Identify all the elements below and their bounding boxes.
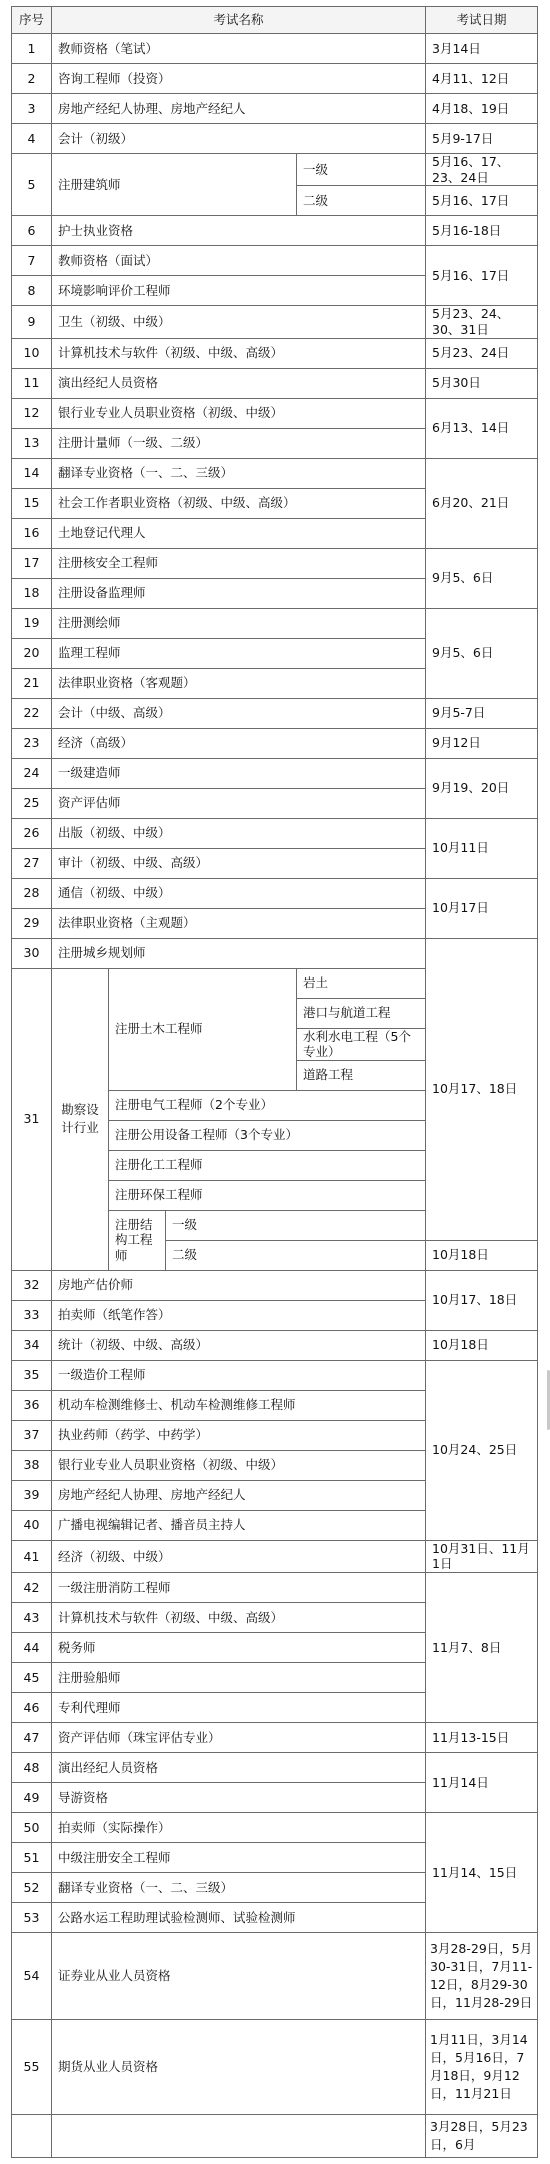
row-no: 42 [12,1573,52,1603]
table-row [12,1933,538,2020]
exam-specialty: 道路工程 [297,1060,426,1090]
exam-name: 公路水运工程助理试验检测师、试验检测师 [52,1903,426,1933]
exam-date: 11月13-15日 [426,1723,538,1753]
row-no: 54 [12,1933,52,2020]
exam-level: 二级 [166,1240,426,1270]
exam-name: 注册结构工程师 [109,1210,166,1270]
row-no: 37 [12,1420,52,1450]
row-no: 12 [12,398,52,428]
exam-name: 广播电视编辑记者、播音员主持人 [52,1510,426,1540]
row-no: 31 [12,968,52,1270]
table-row [12,368,538,398]
table-row [12,2115,538,2158]
row-no: 40 [12,1510,52,1540]
row-no: 32 [12,1270,52,1300]
row-no: 55 [12,2020,52,2115]
row-no: 17 [12,548,52,578]
row-no: 11 [12,368,52,398]
table-row [12,818,538,848]
exam-date: 5月23、24、30、31日 [426,306,538,338]
exam-name: 经济（高级） [52,728,426,758]
exam-date: 4月11、12日 [426,64,538,94]
table-row [12,938,538,968]
exam-name: 审计（初级、中级、高级） [52,848,426,878]
row-no: 18 [12,578,52,608]
row-no: 49 [12,1783,52,1813]
table-row [12,758,538,788]
table-row [12,398,538,428]
exam-name: 注册公用设备工程师（3个专业） [109,1120,426,1150]
exam-date: 10月17、18日 [426,1270,538,1330]
row-no: 48 [12,1753,52,1783]
row-no: 6 [12,216,52,246]
row-no: 9 [12,306,52,338]
exam-name: 注册验船师 [52,1663,426,1693]
exam-specialty: 岩土 [297,968,426,998]
exam-name: 会计（初级） [52,124,426,154]
exam-name: 监理工程师 [52,638,426,668]
exam-name: 注册环保工程师 [109,1180,426,1210]
exam-name: 环境影响评价工程师 [52,276,426,306]
exam-date: 10月31日、11月1日 [426,1540,538,1572]
exam-name: 银行业专业人员职业资格（初级、中级） [52,398,426,428]
row-no: 1 [12,34,52,64]
row-no [12,2115,52,2158]
row-no: 10 [12,338,52,368]
row-no: 13 [12,428,52,458]
exam-group: 勘察设计行业 [52,968,109,1270]
exam-name: 会计（中级、高级） [52,698,426,728]
exam-name: 翻译专业资格（一、二、三级） [52,1873,426,1903]
table-row [12,94,538,124]
row-no: 33 [12,1300,52,1330]
row-no: 27 [12,848,52,878]
exam-name: 机动车检测维修士、机动车检测维修工程师 [52,1390,426,1420]
exam-date: 6月20、21日 [426,458,538,548]
exam-level: 二级 [297,186,426,216]
exam-name: 导游资格 [52,1783,426,1813]
row-no: 45 [12,1663,52,1693]
row-no: 3 [12,94,52,124]
exam-name: 通信（初级、中级） [52,878,426,908]
exam-date: 3月28日，5月23日，6月 [426,2115,538,2158]
row-no: 25 [12,788,52,818]
exam-name: 卫生（初级、中级） [52,306,426,338]
table-row [12,1573,538,1603]
table-row [12,548,538,578]
exam-name: 一级造价工程师 [52,1360,426,1390]
exam-name: 资产评估师（珠宝评估专业） [52,1723,426,1753]
exam-name: 经济（初级、中级） [52,1540,426,1572]
exam-name: 注册土木工程师 [109,968,297,1090]
exam-name: 资产评估师 [52,788,426,818]
table-row [12,608,538,638]
exam-name: 咨询工程师（投资） [52,64,426,94]
exam-schedule-table [11,6,538,2158]
exam-name: 房地产估价师 [52,1270,426,1300]
exam-date: 10月18日 [426,1240,538,1270]
table-row [12,698,538,728]
row-no: 22 [12,698,52,728]
exam-name: 一级建造师 [52,758,426,788]
table-row [12,34,538,64]
exam-name: 拍卖师（实际操作） [52,1813,426,1843]
exam-name: 中级注册安全工程师 [52,1843,426,1873]
table-row [12,1270,538,1300]
row-no: 52 [12,1873,52,1903]
row-no: 23 [12,728,52,758]
col-header-name: 考试名称 [52,7,426,34]
exam-date: 5月9-17日 [426,124,538,154]
row-no: 46 [12,1693,52,1723]
exam-date: 3月14日 [426,34,538,64]
exam-date: 10月17日 [426,878,538,938]
exam-name: 执业药师（药学、中药学） [52,1420,426,1450]
row-no: 43 [12,1603,52,1633]
exam-date: 5月16-18日 [426,216,538,246]
exam-name: 法律职业资格（主观题） [52,908,426,938]
exam-date: 10月18日 [426,1330,538,1360]
row-no: 2 [12,64,52,94]
exam-level: 一级 [297,154,426,186]
row-no: 35 [12,1360,52,1390]
exam-name: 房地产经纪人协理、房地产经纪人 [52,94,426,124]
exam-date: 10月17、18日 [426,938,538,1240]
exam-date: 5月30日 [426,368,538,398]
exam-date: 10月11日 [426,818,538,878]
exam-name: 教师资格（笔试） [52,34,426,64]
exam-name: 一级注册消防工程师 [52,1573,426,1603]
row-no: 26 [12,818,52,848]
row-no: 19 [12,608,52,638]
exam-specialty: 水利水电工程（5个专业） [297,1028,426,1060]
row-no: 15 [12,488,52,518]
row-no: 47 [12,1723,52,1753]
exam-name: 演出经纪人员资格 [52,368,426,398]
exam-date: 9月12日 [426,728,538,758]
table-row [12,1360,538,1390]
exam-name: 期货从业人员资格 [52,2020,426,2115]
row-no: 16 [12,518,52,548]
exam-name: 护士执业资格 [52,216,426,246]
row-no: 20 [12,638,52,668]
exam-name: 注册设备监理师 [52,578,426,608]
exam-date: 6月13、14日 [426,398,538,458]
exam-name: 法律职业资格（客观题） [52,668,426,698]
table-row [12,64,538,94]
row-no: 53 [12,1903,52,1933]
exam-name: 计算机技术与软件（初级、中级、高级） [52,338,426,368]
exam-date: 9月5、6日 [426,608,538,698]
table-row [12,1540,538,1572]
table-row [12,458,538,488]
col-header-no: 序号 [12,7,52,34]
exam-name [52,2115,426,2158]
exam-date: 5月16、17日 [426,246,538,306]
table-row [12,246,538,276]
row-no: 24 [12,758,52,788]
table-row [12,1330,538,1360]
row-no: 39 [12,1480,52,1510]
table-row [12,306,538,338]
exam-name: 出版（初级、中级） [52,818,426,848]
exam-level: 一级 [166,1210,426,1240]
table-row [12,216,538,246]
exam-name: 计算机技术与软件（初级、中级、高级） [52,1603,426,1633]
row-no: 36 [12,1390,52,1420]
table-row [12,2020,538,2115]
row-no: 34 [12,1330,52,1360]
row-no: 30 [12,938,52,968]
exam-name: 演出经纪人员资格 [52,1753,426,1783]
row-no: 21 [12,668,52,698]
table-row [12,338,538,368]
row-no: 38 [12,1450,52,1480]
table-header-row [12,7,538,34]
exam-name: 注册建筑师 [52,154,297,216]
exam-date: 11月14日 [426,1753,538,1813]
table-row [12,878,538,908]
exam-date: 4月18、19日 [426,94,538,124]
exam-name: 银行业专业人员职业资格（初级、中级） [52,1450,426,1480]
exam-name: 注册城乡规划师 [52,938,426,968]
exam-date: 5月23、24日 [426,338,538,368]
table-row [12,1723,538,1753]
exam-name: 房地产经纪人协理、房地产经纪人 [52,1480,426,1510]
row-no: 51 [12,1843,52,1873]
exam-date: 3月28-29日，5月30-31日，7月11-12日，8月29-30日，11月28-29日 [426,1933,538,2020]
exam-date: 10月24、25日 [426,1360,538,1540]
exam-name: 教师资格（面试） [52,246,426,276]
row-no: 28 [12,878,52,908]
table-row [12,154,538,186]
exam-name: 注册电气工程师（2个专业） [109,1090,426,1120]
row-no: 7 [12,246,52,276]
exam-date: 11月14、15日 [426,1813,538,1933]
exam-name: 社会工作者职业资格（初级、中级、高级） [52,488,426,518]
table-row [12,1813,538,1843]
exam-name: 注册化工工程师 [109,1150,426,1180]
exam-specialty: 港口与航道工程 [297,998,426,1028]
table-row [12,728,538,758]
row-no: 41 [12,1540,52,1572]
row-no: 8 [12,276,52,306]
exam-name: 翻译专业资格（一、二、三级） [52,458,426,488]
table-row [12,1753,538,1783]
row-no: 29 [12,908,52,938]
exam-date: 9月5-7日 [426,698,538,728]
exam-name: 证券业从业人员资格 [52,1933,426,2020]
row-no: 5 [12,154,52,216]
table-row [12,124,538,154]
exam-name: 注册核安全工程师 [52,548,426,578]
exam-name: 统计（初级、中级、高级） [52,1330,426,1360]
exam-date: 11月7、8日 [426,1573,538,1723]
exam-name: 拍卖师（纸笔作答） [52,1300,426,1330]
exam-name: 注册计量师（一级、二级） [52,428,426,458]
row-no: 50 [12,1813,52,1843]
exam-name: 注册测绘师 [52,608,426,638]
exam-name: 税务师 [52,1633,426,1663]
row-no: 44 [12,1633,52,1663]
col-header-date: 考试日期 [426,7,538,34]
exam-name: 专利代理师 [52,1693,426,1723]
exam-date: 9月5、6日 [426,548,538,608]
exam-name: 土地登记代理人 [52,518,426,548]
row-no: 14 [12,458,52,488]
exam-date: 9月19、20日 [426,758,538,818]
exam-date: 5月16、17日 [426,186,538,216]
exam-date: 5月16、17、23、24日 [426,154,538,186]
exam-date: 1月11日，3月14日，5月16日，7月18日，9月12日，11月21日 [426,2020,538,2115]
row-no: 4 [12,124,52,154]
